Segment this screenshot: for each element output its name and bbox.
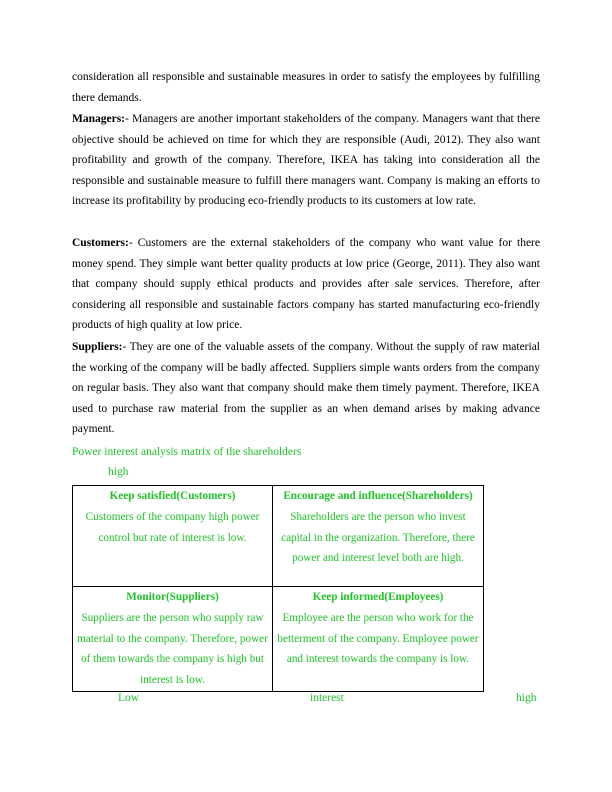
cell-body: Shareholders are the person who invest capital in the organization. Therefore, there power and interest level both are high.: [281, 510, 475, 565]
power-interest-matrix: [72, 485, 484, 692]
paragraph-text-suppliers: - They are one of the valuable assets of the company. Without the supply of raw material the working of the company will be badly affected. Suppliers simple wants orders from the company on regular basis. They also want that company should make them timely payment. Therefore, IKEA used to purchase raw material from the supplier as an when demand arises by making advance payment.: [72, 341, 540, 436]
paragraph-suppliers: [72, 337, 540, 440]
paragraph-managers: [72, 109, 540, 212]
matrix-row-top: [73, 486, 484, 587]
paragraph-text-customers: - Customers are the external stakeholders of the company who want value for there money spend. They simple want better quality products at low price (George, 2011). They also want that company should supply ethical products and provides after sale services. Therefore, after considering all responsible and sustainable factors company has started manufacturing eco-friendly products of high quality at low price.: [72, 237, 540, 332]
x-axis-low-label: Low: [118, 692, 140, 704]
paragraph-term-managers: Managers:: [72, 113, 126, 125]
y-axis-high-label: high: [108, 466, 129, 478]
paragraph-text-managers: - Managers are another important stakeholders of the company. Managers want that there objective should be achieved on time for which they are responsible (Audi, 2012). They also want profitability and growth of the company. Therefore, IKEA has taking into consideration all the responsible and sustainable measure to fulfill there managers want. Company is making an efforts to increase its profitability by producing eco-friendly products to its customers at low rate.: [72, 113, 540, 208]
matrix-row-bottom: [73, 587, 484, 692]
x-axis-high-label: high: [516, 692, 537, 704]
cell-title: Encourage and influence(Shareholders): [283, 490, 473, 502]
matrix-cell-encourage-influence: [273, 486, 484, 587]
matrix-cell-keep-informed: [273, 587, 484, 692]
cell-body: Customers of the company high power control but rate of interest is low.: [85, 510, 260, 544]
cell-body: Employee are the person who work for the betterment of the company. Employee power and interest towards the company is low.: [277, 611, 479, 666]
cell-body: Suppliers are the person who supply raw material to the company. Therefore, power of them towards the company is high but interest is low.: [77, 611, 268, 687]
paragraph-employees-continued: [72, 67, 540, 108]
paragraph-text: consideration all responsible and sustainable measures in order to satisfy the employees by fulfilling there demands.: [72, 71, 540, 104]
paragraph-term-customers: Customers:: [72, 237, 129, 249]
paragraph-customers: [72, 233, 540, 336]
paragraph-term-suppliers: Suppliers:: [72, 341, 123, 353]
cell-title: Keep informed(Employees): [312, 591, 444, 603]
cell-title: Monitor(Suppliers): [126, 591, 219, 603]
matrix-cell-monitor: [73, 587, 273, 692]
cell-title: Keep satisfied(Customers): [109, 490, 236, 502]
x-axis-interest-label: interest: [310, 692, 344, 704]
matrix-cell-keep-satisfied: [73, 486, 273, 587]
matrix-caption: Power interest analysis matrix of the shareholders: [72, 446, 302, 458]
